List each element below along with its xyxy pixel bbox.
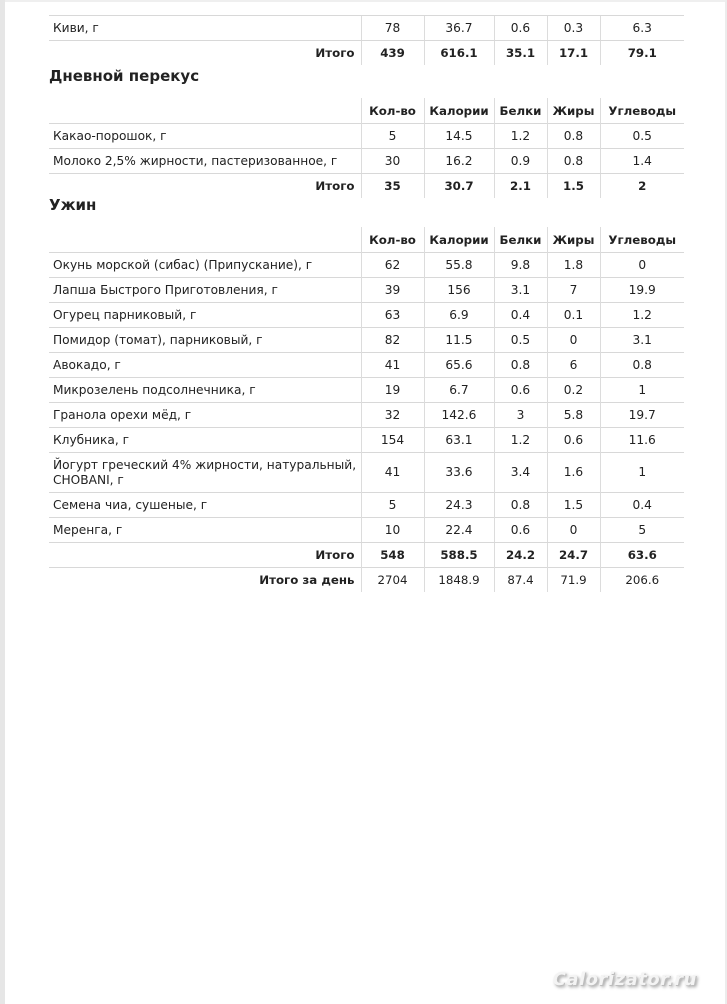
carbs-value: 6.3: [600, 16, 684, 41]
table-header-row: [49, 227, 684, 253]
table-row: [49, 16, 684, 41]
snack-total-row: [49, 174, 684, 199]
header-blank: [49, 98, 361, 124]
qty-value: 19: [361, 378, 424, 403]
carbs-value: 11.6: [600, 428, 684, 453]
protein-value: 0.6: [494, 518, 547, 543]
carbs-value: 1: [600, 378, 684, 403]
food-name: Лапша Быстрого Приготовления, г: [49, 278, 361, 303]
header-fat: Жиры: [547, 98, 600, 124]
food-name: Гранола орехи мёд, г: [49, 403, 361, 428]
carbs-value: 1: [600, 453, 684, 493]
qty-value: 39: [361, 278, 424, 303]
protein-value: 1.2: [494, 428, 547, 453]
qty-value: 41: [361, 353, 424, 378]
total-calories: 1848.9: [424, 568, 494, 593]
fat-value: 0.8: [547, 149, 600, 174]
protein-value: 3.1: [494, 278, 547, 303]
fat-value: 0: [547, 518, 600, 543]
carbs-value: 0: [600, 253, 684, 278]
food-name: Микрозелень подсолнечника, г: [49, 378, 361, 403]
protein-value: 0.9: [494, 149, 547, 174]
protein-value: 3.4: [494, 453, 547, 493]
total-qty: 2704: [361, 568, 424, 593]
total-carbs: 2: [600, 174, 684, 199]
fat-value: 0.8: [547, 124, 600, 149]
header-carbs: Углеводы: [600, 98, 684, 124]
total-calories: 616.1: [424, 41, 494, 66]
total-carbs: 206.6: [600, 568, 684, 593]
header-calories: Калории: [424, 98, 494, 124]
protein-value: 0.8: [494, 493, 547, 518]
total-protein: 2.1: [494, 174, 547, 199]
header-carbs: Углеводы: [600, 227, 684, 253]
total-fat: 1.5: [547, 174, 600, 199]
total-carbs: 63.6: [600, 543, 684, 568]
header-protein: Белки: [494, 98, 547, 124]
food-name: Окунь морской (сибас) (Припускание), г: [49, 253, 361, 278]
protein-value: 9.8: [494, 253, 547, 278]
carbs-value: 19.7: [600, 403, 684, 428]
header-protein: Белки: [494, 227, 547, 253]
table-row: [49, 453, 684, 493]
dinner-section: [49, 227, 684, 592]
protein-value: 0.4: [494, 303, 547, 328]
calories-value: 16.2: [424, 149, 494, 174]
table-header-row: [49, 98, 684, 124]
table-row: [49, 149, 684, 174]
calories-value: 36.7: [424, 16, 494, 41]
page-left-edge: [0, 0, 5, 1004]
protein-value: 0.6: [494, 378, 547, 403]
fat-value: 6: [547, 353, 600, 378]
total-fat: 17.1: [547, 41, 600, 66]
protein-value: 3: [494, 403, 547, 428]
fat-value: 1.8: [547, 253, 600, 278]
lunch-section-tail: [49, 15, 684, 65]
qty-value: 82: [361, 328, 424, 353]
total-fat: 71.9: [547, 568, 600, 593]
fat-value: 5.8: [547, 403, 600, 428]
protein-value: 0.5: [494, 328, 547, 353]
table-row: [49, 493, 684, 518]
qty-value: 32: [361, 403, 424, 428]
calories-value: 65.6: [424, 353, 494, 378]
qty-value: 30: [361, 149, 424, 174]
header-qty: Кол-во: [361, 227, 424, 253]
carbs-value: 1.4: [600, 149, 684, 174]
food-name: Киви, г: [49, 16, 361, 41]
header-calories: Калории: [424, 227, 494, 253]
day-total-row: [49, 568, 684, 593]
qty-value: 10: [361, 518, 424, 543]
total-protein: 24.2: [494, 543, 547, 568]
total-protein: 35.1: [494, 41, 547, 66]
fat-value: 0.6: [547, 428, 600, 453]
qty-value: 63: [361, 303, 424, 328]
food-name: Какао-порошок, г: [49, 124, 361, 149]
fat-value: 1.6: [547, 453, 600, 493]
dinner-total-row: [49, 543, 684, 568]
total-label: Итого: [315, 548, 355, 562]
snack-table: [49, 98, 684, 198]
table-row: [49, 353, 684, 378]
calories-value: 33.6: [424, 453, 494, 493]
total-protein: 87.4: [494, 568, 547, 593]
fat-value: 0.1: [547, 303, 600, 328]
total-calories: 30.7: [424, 174, 494, 199]
table-row: [49, 403, 684, 428]
calories-value: 6.9: [424, 303, 494, 328]
table-row: [49, 303, 684, 328]
table-row: [49, 518, 684, 543]
snack-section-title: Дневной перекус: [49, 67, 200, 85]
calories-value: 24.3: [424, 493, 494, 518]
calories-value: 6.7: [424, 378, 494, 403]
carbs-value: 0.5: [600, 124, 684, 149]
table-row: [49, 378, 684, 403]
food-name: Меренга, г: [49, 518, 361, 543]
total-label: Итого: [315, 179, 355, 193]
carbs-value: 0.4: [600, 493, 684, 518]
total-qty: 548: [361, 543, 424, 568]
calories-value: 63.1: [424, 428, 494, 453]
qty-value: 78: [361, 16, 424, 41]
table-row: [49, 124, 684, 149]
table-row: [49, 428, 684, 453]
carbs-value: 3.1: [600, 328, 684, 353]
calories-value: 11.5: [424, 328, 494, 353]
protein-value: 0.8: [494, 353, 547, 378]
protein-value: 1.2: [494, 124, 547, 149]
total-qty: 35: [361, 174, 424, 199]
page-top-edge: [0, 0, 727, 2]
calories-value: 55.8: [424, 253, 494, 278]
dinner-table: [49, 227, 684, 592]
qty-value: 62: [361, 253, 424, 278]
dinner-section-title: Ужин: [49, 196, 97, 214]
fat-value: 7: [547, 278, 600, 303]
food-name: Помидор (томат), парниковый, г: [49, 328, 361, 353]
food-name: Авокадо, г: [49, 353, 361, 378]
total-fat: 24.7: [547, 543, 600, 568]
carbs-value: 1.2: [600, 303, 684, 328]
calories-value: 142.6: [424, 403, 494, 428]
fat-value: 0.2: [547, 378, 600, 403]
food-name: Йогурт греческий 4% жирности, натуральный, CHOBANI, г: [49, 453, 361, 493]
table-row: [49, 328, 684, 353]
calories-value: 14.5: [424, 124, 494, 149]
total-carbs: 79.1: [600, 41, 684, 66]
table-row: [49, 278, 684, 303]
header-fat: Жиры: [547, 227, 600, 253]
lunch-table: [49, 15, 684, 65]
carbs-value: 19.9: [600, 278, 684, 303]
table-row: [49, 253, 684, 278]
food-name: Огурец парниковый, г: [49, 303, 361, 328]
qty-value: 41: [361, 453, 424, 493]
calories-value: 22.4: [424, 518, 494, 543]
snack-section: [49, 98, 684, 198]
food-name: Молоко 2,5% жирности, пастеризованное, г: [49, 149, 361, 174]
fat-value: 0.3: [547, 16, 600, 41]
calorizator-watermark: Calorizator.ru: [552, 969, 697, 990]
food-name: Клубника, г: [49, 428, 361, 453]
carbs-value: 0.8: [600, 353, 684, 378]
total-label: Итого за день: [49, 568, 361, 593]
protein-value: 0.6: [494, 16, 547, 41]
qty-value: 5: [361, 493, 424, 518]
header-qty: Кол-во: [361, 98, 424, 124]
total-calories: 588.5: [424, 543, 494, 568]
lunch-total-row: [49, 41, 684, 66]
fat-value: 0: [547, 328, 600, 353]
food-name: Семена чиа, сушеные, г: [49, 493, 361, 518]
fat-value: 1.5: [547, 493, 600, 518]
qty-value: 5: [361, 124, 424, 149]
total-label: Итого: [315, 46, 355, 60]
carbs-value: 5: [600, 518, 684, 543]
qty-value: 154: [361, 428, 424, 453]
header-blank: [49, 227, 361, 253]
calories-value: 156: [424, 278, 494, 303]
total-qty: 439: [361, 41, 424, 66]
